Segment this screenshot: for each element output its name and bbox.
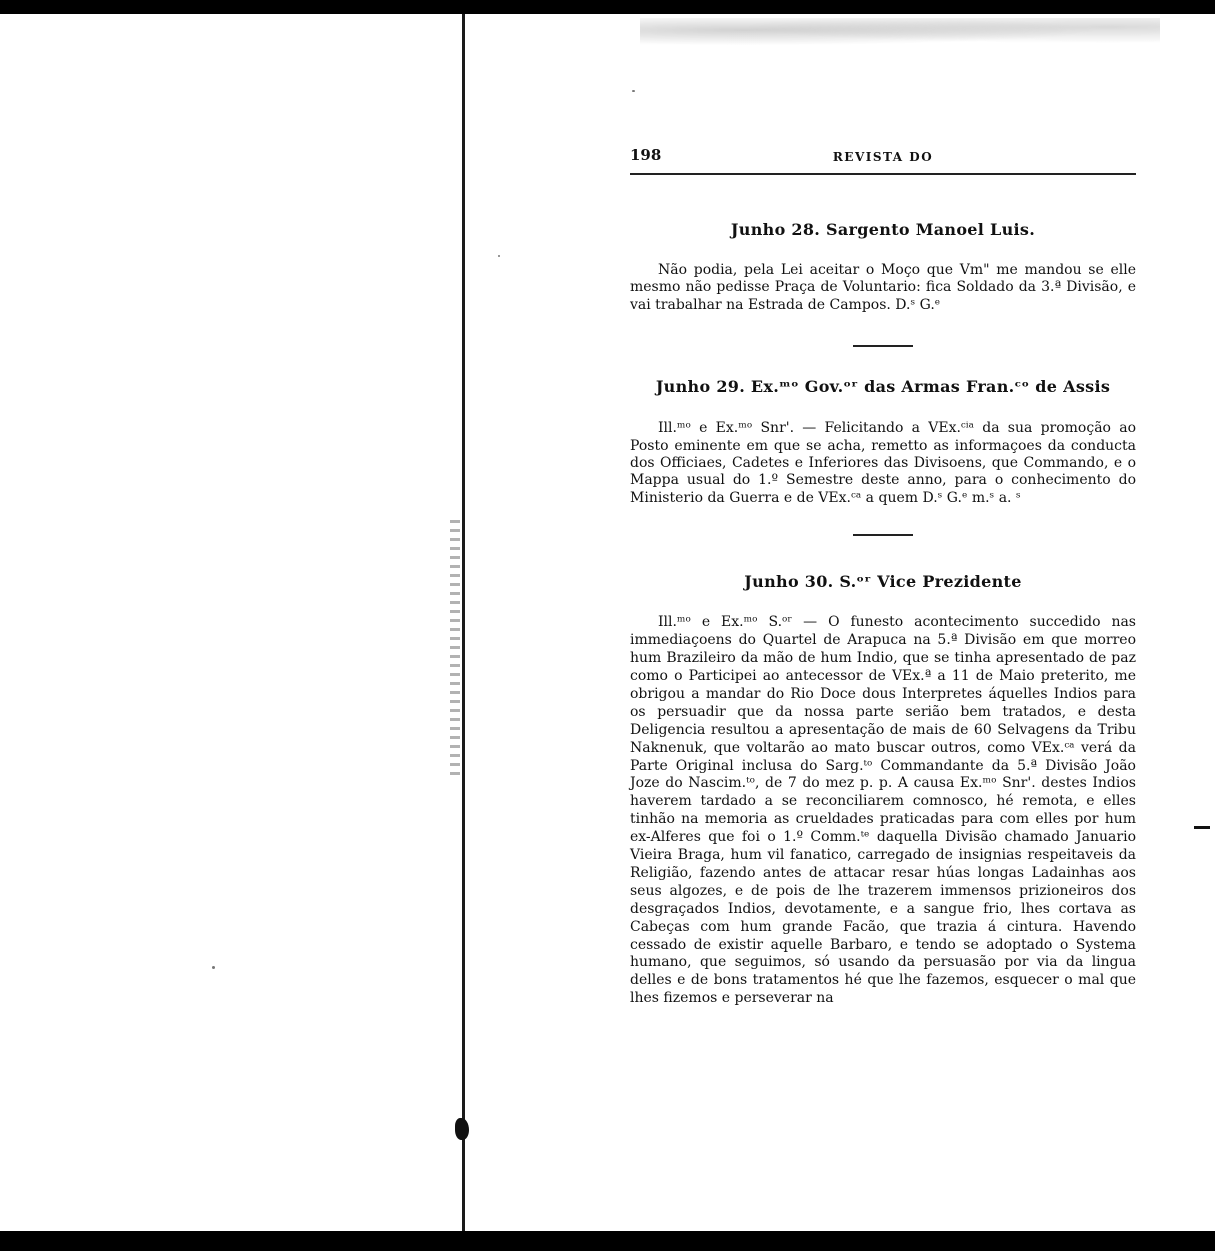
page-number: 198 bbox=[630, 146, 662, 164]
scan-speck bbox=[498, 255, 500, 257]
header-rule bbox=[630, 173, 1136, 175]
book-gutter bbox=[462, 14, 465, 1231]
entry-heading: Junho 28. Sargento Manoel Luis. bbox=[730, 220, 1036, 239]
entry-heading: Junho 29. Ex.ᵐᵒ Gov.ᵒʳ das Armas Fran.ᶜᵒ de Assis bbox=[655, 377, 1111, 397]
section-separator bbox=[853, 345, 913, 347]
scan-speck bbox=[212, 966, 215, 969]
scan-border-bottom bbox=[0, 1231, 1215, 1251]
section-separator bbox=[853, 534, 913, 536]
entry-body: Ill.ᵐᵒ e Ex.ᵐᵒ S.ᵒʳ — O funesto acontecimento succedido nas immediaçoens do Quartel de Arapuca na 5.ª Divisão em que morreo hum Brazileiro da mão de hum Indio, que se tinha apresentado de paz como o Participei ao antecessor de VEx.ª a 11 de Maio preterito, me obrigou a mandar do Rio Doce dous Interpretes áquelles Indios para os persuadir que da nossa parte serião bem tratados, e desta Deligencia resultou a apresentação de mais de 60 Selvagens da Tribu Naknenuk, que voltarão ao mato buscar outros, como VEx.ᶜᵃ verá da Parte Original inclusa do Sarg.ᵗᵒ Commandante da 5.ª Divisão João Joze do Nascim.ᵗᵒ, de 7 do mez p. p. A causa Ex.ᵐᵒ Snr'. destes Indios haverem tardado a se reconciliarem comnosco, hé remota, e elles tinhão na memoria as crueldades praticadas para com elles por hum ex-Alferes que foi o 1.º Comm.ᵗᵉ daquella Divisão chamado Januario Vieira Braga, hum vil fanatico, carregado de insignias respeitaveis da Religião, fazendo antes de attacar resar húas longas Ladainhas aos seus algozes, e de pois de lhe trazerem immensos prizioneiros dos desgraçados Indios, devotamente, e a sangue frio, lhes cortava as Cabeças com hum grande Facão, que trazia á cintura. Havendo cessado de existir aquelle Barbaro, e tendo se adoptado o Systema humano, que seguimos, só usando da persuasão por via da lingua delles e de bons tratamentos hé que lhe fazemos, esquecer o mal que lhes fizemos e perseverar na bbox=[630, 614, 1136, 1007]
scan-speck bbox=[632, 90, 635, 92]
book-page bbox=[630, 140, 1136, 1008]
entry-body: Não podia, pela Lei aceitar o Moço que Vm" me mandou se elle mesmo não pedisse Praça de Voluntario: fica Soldado da 3.ª Divisão, e vai trabalhar na Estrada de Campos. D.ˢ G.ᵉ bbox=[630, 262, 1136, 313]
entry-heading: Junho 30. S.ᵒʳ Vice Prezidente bbox=[744, 572, 1022, 592]
scan-smudge bbox=[640, 18, 1160, 48]
ink-blot bbox=[455, 1118, 469, 1140]
running-head bbox=[630, 140, 1136, 166]
scan-border-top bbox=[0, 0, 1215, 14]
running-head-title: REVISTA DO bbox=[832, 150, 934, 164]
gutter-shadow bbox=[450, 520, 460, 780]
entry-body: Ill.ᵐᵒ e Ex.ᵐᵒ Snr'. — Felicitando a VEx.ᶜⁱᵃ da sua promoção ao Posto eminente em que se acha, remetto as informaçoes da conducta dos Officiaes, Cadetes e Inferiores das Divisoens, que Commando, e o Mappa usual do 1.º Semestre deste anno, para o conhecimento do Ministerio da Guerra e de VEx.ᶜᵃ a quem D.ˢ G.ᵉ m.ˢ a. ˢ bbox=[630, 420, 1136, 506]
margin-mark bbox=[1194, 826, 1210, 829]
